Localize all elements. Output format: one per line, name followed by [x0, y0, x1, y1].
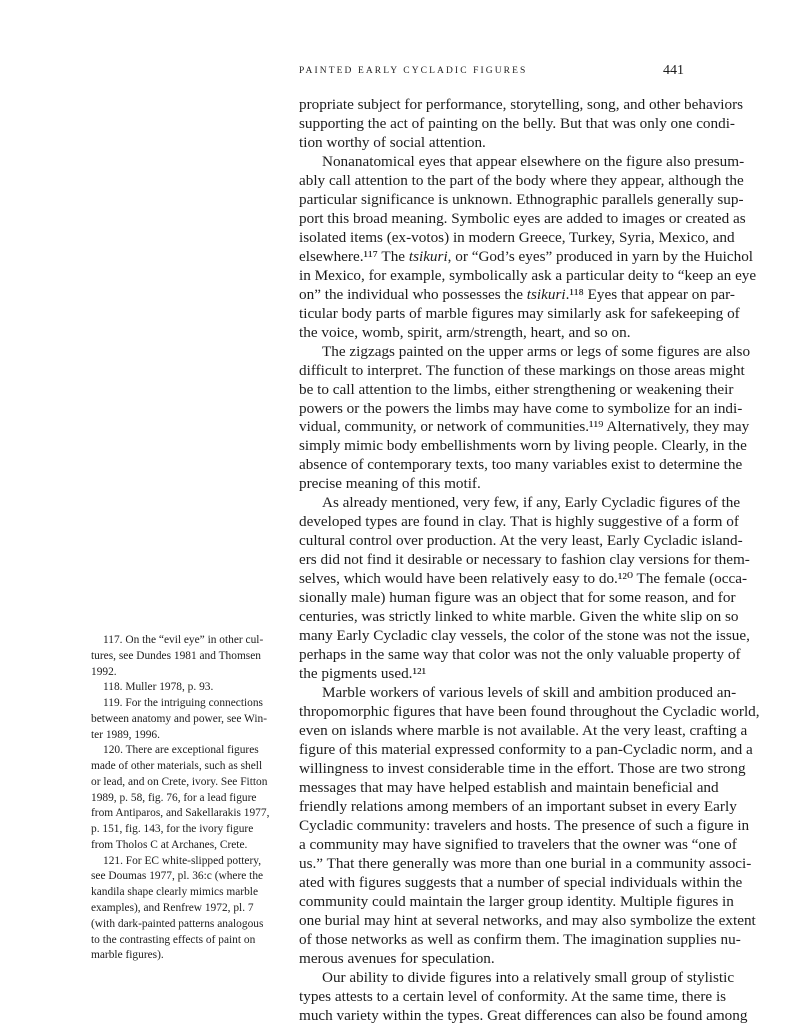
footnote-line: from Tholos C at Archanes, Crete.: [91, 838, 277, 854]
body-line: figure of this material expressed conformity to a pan-Cycladic norm, and a: [299, 741, 697, 760]
body-line: centuries, was strictly linked to white marble. Given the white slip on so: [299, 608, 697, 627]
body-line: vidual, community, or network of communities.¹¹⁹ Alternatively, they may: [299, 418, 697, 437]
body-line: propriate subject for performance, storytelling, song, and other behaviors: [299, 96, 697, 115]
body-line: messages that may have helped establish and maintain beneficial and: [299, 779, 697, 798]
running-head: PAINTED EARLY CYCLADIC FIGURES: [299, 66, 527, 76]
body-line: types attests to a certain level of conformity. At the same time, there is: [299, 988, 697, 1007]
footnote-line: examples), and Renfrew 1972, pl. 7: [91, 901, 277, 917]
body-line: even on islands where marble is not available. At the very least, crafting a: [299, 722, 697, 741]
body-line: supporting the act of painting on the belly. But that was only one condi-: [299, 115, 697, 134]
body-line: Cycladic community: travelers and hosts. The presence of such a figure in: [299, 817, 697, 836]
body-line: of those networks as well as confirm them. The imagination supplies nu-: [299, 931, 697, 950]
body-line: The zigzags painted on the upper arms or legs of some figures are also: [299, 343, 697, 362]
body-line: particular significance is unknown. Ethnographic parallels generally sup-: [299, 191, 697, 210]
footnote-line: tures, see Dundes 1981 and Thomsen: [91, 649, 277, 665]
footnote-line: or lead, and on Crete, ivory. See Fitton: [91, 775, 277, 791]
body-line: simply mimic body embellishments worn by living people. Clearly, in the: [299, 437, 697, 456]
body-line: precise meaning of this motif.: [299, 475, 697, 494]
body-line: a community may have signified to travelers that the owner was “one of: [299, 836, 697, 855]
body-line: tion worthy of social attention.: [299, 134, 697, 153]
body-line: isolated items (ex-votos) in modern Greece, Turkey, Syria, Mexico, and: [299, 229, 697, 248]
body-line: powers or the powers the limbs may have come to symbolize for an indi-: [299, 400, 697, 419]
body-line: much variety within the types. Great differences can also be found among: [299, 1007, 697, 1025]
italic-term: tsikuri: [527, 286, 566, 303]
body-line: in Mexico, for example, symbolically ask a particular deity to “keep an eye: [299, 267, 697, 286]
body-line: ticular body parts of marble figures may similarly ask for safekeeping of: [299, 305, 697, 324]
body-line: perhaps in the same way that color was not the only valuable property of: [299, 646, 697, 665]
footnote-line: 121. For EC white-slipped pottery,: [91, 854, 277, 870]
body-line: selves, which would have been relatively easy to do.¹²⁰ The female (occa-: [299, 570, 697, 589]
footnote-line: from Antiparos, and Sakellarakis 1977,: [91, 806, 277, 822]
footnote-line: 118. Muller 1978, p. 93.: [91, 680, 277, 696]
body-line: community could maintain the larger group identity. Multiple figures in: [299, 893, 697, 912]
body-line: ably call attention to the part of the body where they appear, although the: [299, 172, 697, 191]
footnote-line: p. 151, fig. 143, for the ivory figure: [91, 822, 277, 838]
footnote-line: to the contrasting effects of paint on: [91, 933, 277, 949]
body-line: port this broad meaning. Symbolic eyes are added to images or created as: [299, 210, 697, 229]
body-line: thropomorphic figures that have been found throughout the Cycladic world,: [299, 703, 697, 722]
body-line: many Early Cycladic clay vessels, the color of the stone was not the issue,: [299, 627, 697, 646]
body-line: ers did not find it desirable or necessary to fashion clay versions for them-: [299, 551, 697, 570]
footnote-line: see Doumas 1977, pl. 36:c (where the: [91, 869, 277, 885]
body-line: difficult to interpret. The function of these markings on those areas might: [299, 362, 697, 381]
footnote-line: 1992.: [91, 665, 277, 681]
footnote-line: (with dark-painted patterns analogous: [91, 917, 277, 933]
body-line: As already mentioned, very few, if any, Early Cycladic figures of the: [299, 494, 697, 513]
body-line: be to call attention to the limbs, either strengthening or weakening their: [299, 381, 697, 400]
page-number: 441: [663, 63, 684, 79]
footnote-line: 120. There are exceptional figures: [91, 743, 277, 759]
footnote-line: marble figures).: [91, 948, 277, 964]
body-line: the voice, womb, spirit, arm/strength, heart, and so on.: [299, 324, 697, 343]
footnote-line: 117. On the “evil eye” in other cul-: [91, 633, 277, 649]
footnote-line: kandila shape clearly mimics marble: [91, 885, 277, 901]
body-line: developed types are found in clay. That is highly suggestive of a form of: [299, 513, 697, 532]
body-line: one burial may hint at several networks, and may also symbolize the extent: [299, 912, 697, 931]
footnote-line: between anatomy and power, see Win-: [91, 712, 277, 728]
body-line: Our ability to divide figures into a relatively small group of stylistic: [299, 969, 697, 988]
body-line: Marble workers of various levels of skill and ambition produced an-: [299, 684, 697, 703]
footnote-line: 1989, p. 58, fig. 76, for a lead figure: [91, 791, 277, 807]
body-line: on” the individual who possesses the tsikuri.¹¹⁸ Eyes that appear on par-: [299, 286, 697, 305]
body-line: willingness to invest considerable time in the effort. Those are two strong: [299, 760, 697, 779]
footnote-line: made of other materials, such as shell: [91, 759, 277, 775]
body-line: merous avenues for speculation.: [299, 950, 697, 969]
footnote-line: 119. For the intriguing connections: [91, 696, 277, 712]
footnote-line: ter 1989, 1996.: [91, 728, 277, 744]
body-line: ated with figures suggests that a number of special individuals within the: [299, 874, 697, 893]
italic-term: tsikuri: [409, 248, 448, 265]
body-line: sionally male) human figure was an object that for some reason, and for: [299, 589, 697, 608]
body-line: elsewhere.¹¹⁷ The tsikuri, or “God’s eyes” produced in yarn by the Huichol: [299, 248, 697, 267]
footnotes: [91, 633, 277, 964]
body-line: absence of contemporary texts, too many variables exist to determine the: [299, 456, 697, 475]
main-body-text: [299, 96, 697, 1025]
body-line: us.” That there generally was more than one burial in a community associ-: [299, 855, 697, 874]
body-line: Nonanatomical eyes that appear elsewhere on the figure also presum-: [299, 153, 697, 172]
body-line: the pigments used.¹²¹: [299, 665, 697, 684]
body-line: cultural control over production. At the very least, Early Cycladic island-: [299, 532, 697, 551]
body-line: friendly relations among members of an important subset in every Early: [299, 798, 697, 817]
